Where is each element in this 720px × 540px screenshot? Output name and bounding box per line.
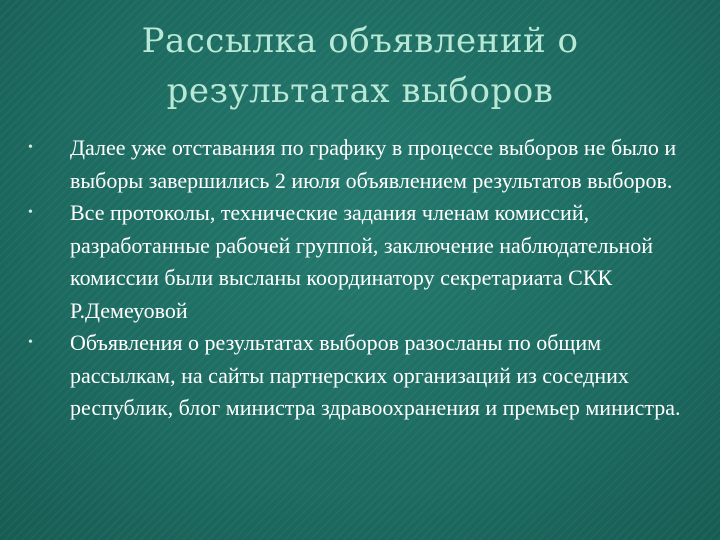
bullet-item (24, 327, 704, 425)
bullet-dot-icon: • (28, 335, 33, 350)
slide-title (60, 16, 660, 116)
bullet-text: Все протоколы, технические задания членам комиссий, разработанные рабочей группой, заключение наблюдательной комиссии были высланы координатору секретариата СКК Р.Демеуовой (70, 200, 654, 323)
bullet-text: Объявления о результатах выборов разосланы по общим рассылкам, на сайты партнерских организаций из соседних республик, блог министра здравоохранения и премьер министра. (70, 330, 681, 420)
slide-title-line-2: результатах выборов (166, 71, 554, 111)
bullet-text: Далее уже отставания по графику в процессе выборов не было и выборы завершились 2 июля объявлением результатов выборов. (70, 135, 677, 193)
bullet-list (24, 132, 704, 425)
slide-title-line-1: Рассылка объявлений о (141, 21, 579, 61)
bullet-dot-icon: • (28, 140, 33, 155)
bullet-item (24, 197, 704, 327)
bullet-item (24, 132, 704, 197)
bullet-dot-icon: • (28, 205, 33, 220)
